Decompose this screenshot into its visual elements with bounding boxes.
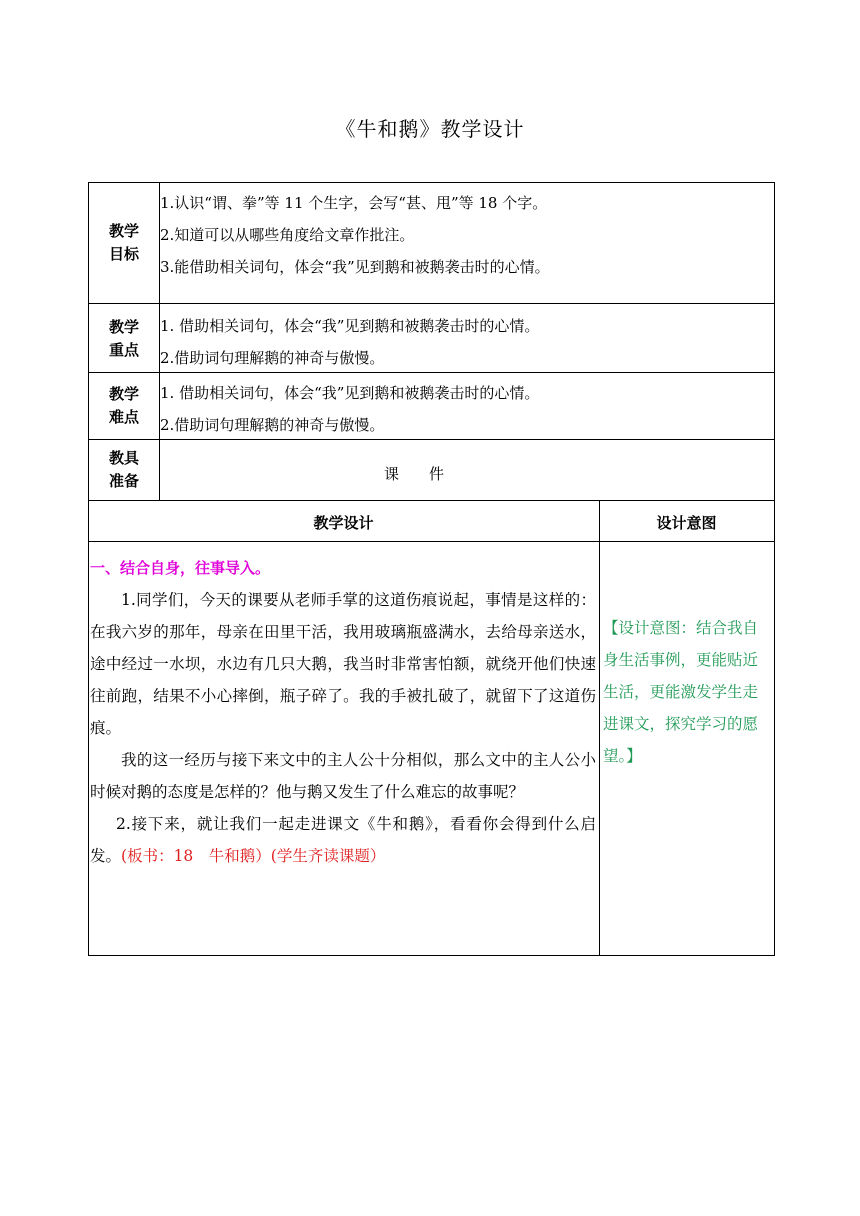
- materials-label-line1: 教具: [108, 449, 139, 467]
- key-point-item: 2.借助词句理解鹅的神奇与傲慢。: [160, 349, 385, 367]
- goal-item: 1.认识“谓、拳”等 11 个生字，会写“甚、甩”等 18 个字。: [160, 194, 548, 212]
- key-points-label-line1: 教学: [108, 318, 139, 336]
- goals-label-line2: 目标: [108, 245, 139, 263]
- difficulties-label: [88, 383, 160, 429]
- goals-label: [88, 220, 160, 266]
- goals-label-line1: 教学: [108, 222, 139, 240]
- design-intent-text: 【设计意图：结合我自身生活事例，更能贴近生活，更能激发学生走进课文，探究学习的愿望。】: [603, 619, 759, 765]
- difficulty-item: 2.借助词句理解鹅的神奇与傲慢。: [160, 416, 385, 434]
- design-paragraph: [90, 808, 596, 872]
- design-paragraph: 1.同学们，今天的课要从老师手掌的这道伤痕说起，事情是这样的：在我六岁的那年，母亲在田里干活，我用玻璃瓶盛满水，去给母亲送水，途中经过一水坝，水边有几只大鹅，我当时非常害怕额，就绕开他们快速往前跑，结果不小心摔倒，瓶子碎了。我的手被扎破了，就留下了这道伤痕。: [90, 591, 596, 737]
- document-title: 《牛和鹅》教学设计: [335, 117, 525, 141]
- design-paragraph-text: 2.接下来，就让我们一起走进课文《牛和鹅》，看看你会得到什么启发。: [90, 815, 596, 865]
- section-heading: 一、结合自身，往事导入。: [90, 559, 271, 577]
- board-note: (板书：18 牛和鹅）(学生齐读课题）: [121, 847, 386, 865]
- difficulties-label-line2: 难点: [108, 408, 139, 426]
- design-content: [90, 552, 596, 872]
- goal-item: 3.能借助相关词句，体会“我”见到鹅和被鹅袭击时的心情。: [160, 258, 550, 276]
- difficulty-item: 1. 借助相关词句，体会“我”见到鹅和被鹅袭击时的心情。: [160, 384, 540, 402]
- key-points-label-line2: 重点: [108, 341, 139, 359]
- key-points-label: [88, 316, 160, 362]
- intent-column-header: 设计意图: [656, 514, 717, 532]
- materials-value: 课 件: [383, 465, 444, 483]
- difficulties-label-line1: 教学: [108, 385, 139, 403]
- materials-label-line2: 准备: [108, 472, 139, 490]
- design-paragraph: 我的这一经历与接下来文中的主人公十分相似，那么文中的主人公小时候对鹅的态度是怎样的？他与鹅又发生了什么难忘的故事呢？: [90, 751, 596, 801]
- key-point-item: 1. 借助相关词句，体会“我”见到鹅和被鹅袭击时的心情。: [160, 317, 540, 335]
- materials-label: [88, 447, 160, 493]
- design-column-header: 教学设计: [313, 514, 374, 532]
- goal-item: 2.知道可以从哪些角度给文章作批注。: [160, 226, 415, 244]
